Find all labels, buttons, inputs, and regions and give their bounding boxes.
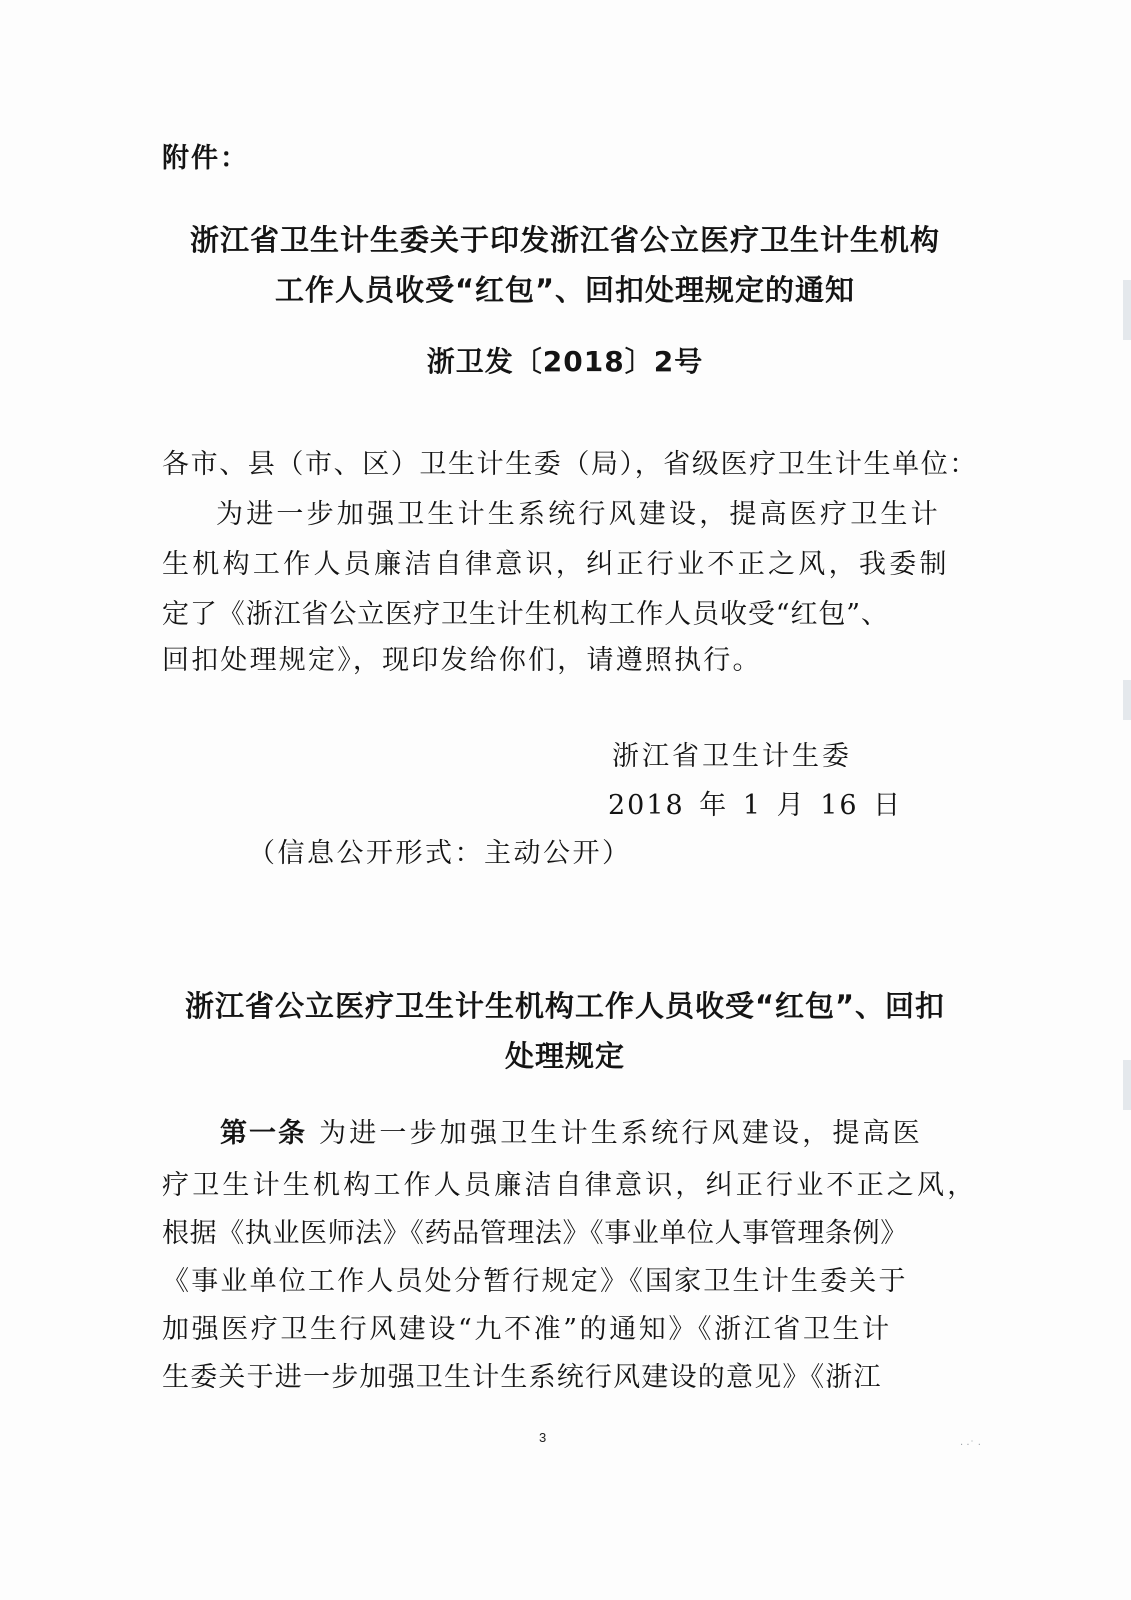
signature-organization: 浙江省卫生计生委: [612, 741, 852, 772]
scan-edge-mark: [1123, 680, 1131, 720]
document-number: 浙卫发〔2018〕2号: [426, 345, 704, 378]
article-line: 根据《执业医师法》《药品管理法》《事业单位人事管理条例》: [162, 1218, 908, 1249]
scan-edge-mark: [1123, 280, 1131, 340]
article-line: 疗卫生计生机构工作人员廉洁自律意识，纠正行业不正之风，: [162, 1170, 978, 1201]
notice-body-line: 定了《浙江省公立医疗卫生计生机构工作人员收受“红包”、: [162, 599, 889, 630]
notice-title-line-1: 浙江省卫生计生委关于印发浙江省公立医疗卫生计生机构: [189, 223, 940, 257]
article-one-first-line: [220, 1111, 923, 1150]
publication-form: （信息公开形式：主动公开）: [248, 838, 632, 869]
article-heading: 第一条: [220, 1118, 307, 1149]
page-number: 3: [539, 1430, 547, 1445]
notice-title-line-2: 工作人员收受“红包”、回扣处理规定的通知: [274, 273, 856, 307]
notice-body-line: 生机构工作人员廉洁自律意识，纠正行业不正之风，我委制: [162, 549, 950, 580]
notice-body-line: 为进一步加强卫生计生系统行风建设，提高医疗卫生计: [216, 499, 941, 530]
regulation-title-line-2: 处理规定: [504, 1039, 625, 1073]
article-text: 为进一步加强卫生计生系统行风建设，提高医: [319, 1118, 923, 1149]
article-line: 加强医疗卫生行风建设“九不准”的通知》《浙江省卫生计: [162, 1314, 892, 1345]
regulation-title-line-1: 浙江省公立医疗卫生计生机构工作人员收受“红包”、回扣: [184, 989, 946, 1023]
article-line: 生委关于进一步加强卫生计生系统行风建设的意见》《浙江: [162, 1362, 882, 1393]
scan-edge-mark: [1123, 1060, 1131, 1110]
signature-date: 2018 年 1 月 16 日: [608, 790, 903, 821]
attachment-label: 附件：: [162, 143, 249, 174]
addressee-line: 各市、县（市、区）卫生计生委（局），省级医疗卫生计生单位：: [162, 449, 978, 480]
article-line: 《事业单位工作人员处分暂行规定》《国家卫生计生委关于: [162, 1266, 908, 1297]
scan-specks: · ·˙ ·: [960, 1440, 981, 1451]
notice-body-line: 回扣处理规定》，现印发给你们，请遵照执行。: [162, 645, 762, 676]
